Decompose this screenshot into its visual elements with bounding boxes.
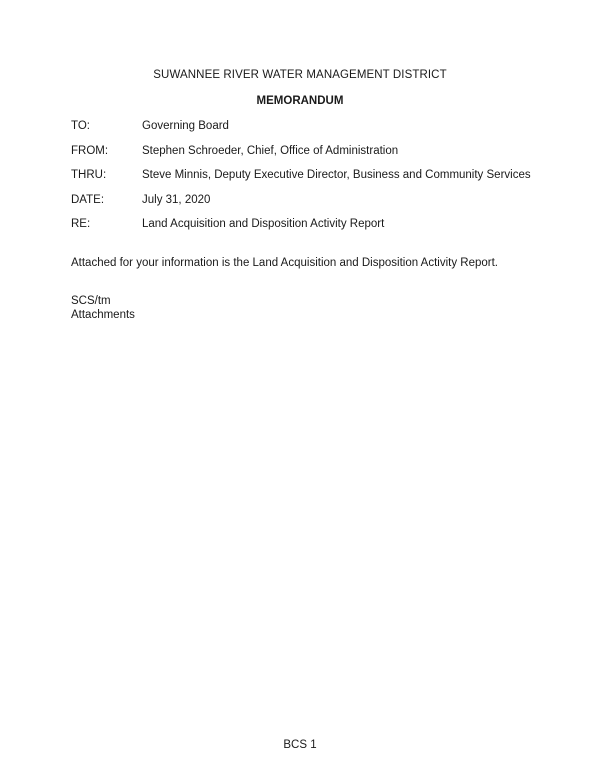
memo-closing [71,294,135,322]
field-thru [71,169,551,194]
field-value-re: Land Acquisition and Disposition Activity Report [142,218,385,231]
field-label-to: TO: [71,120,90,132]
memo-header-fields [71,120,551,243]
field-value-date: July 31, 2020 [142,193,211,206]
memo-heading: MEMORANDUM [256,95,344,107]
field-label-date: DATE: [71,193,105,206]
field-label-re: RE: [71,218,91,231]
field-from [71,145,551,170]
field-value-from: Stephen Schroeder, Chief, Office of Administration [142,144,399,157]
field-value-thru: Steve Minnis, Deputy Executive Director, Business and Community Services [142,169,531,182]
author-initials: SCS/tm [71,295,111,307]
organization-title: SUWANNEE RIVER WATER MANAGEMENT DISTRICT [153,69,447,81]
memo-body-paragraph: Attached for your information is the Land Acquisition and Disposition Activity Report. [71,257,499,269]
field-value-to: Governing Board [142,120,229,132]
attachments-note: Attachments [71,309,135,321]
field-label-from: FROM: [71,144,109,157]
page-number: BCS 1 [283,739,317,751]
field-to [71,120,551,145]
field-re [71,218,551,243]
field-label-thru: THRU: [71,169,107,182]
field-date [71,194,551,219]
